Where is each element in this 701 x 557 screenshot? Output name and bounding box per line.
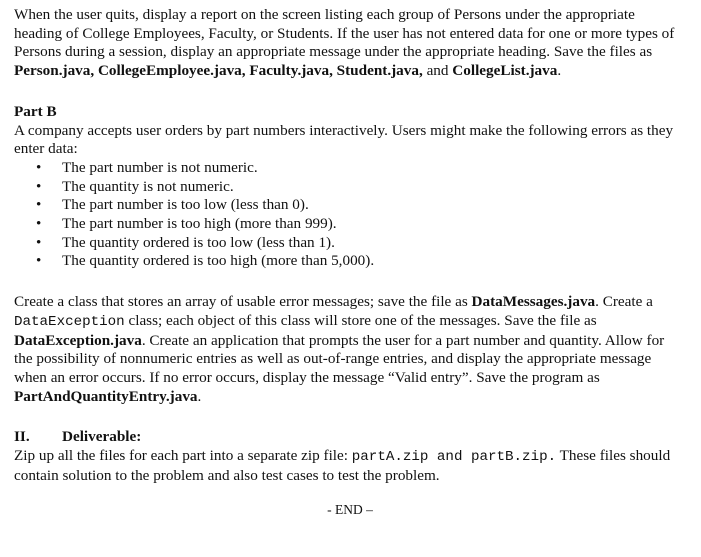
- intro-last-file: CollegeList.java: [452, 62, 558, 80]
- section-number: II.: [14, 428, 30, 446]
- bullet-icon: •: [36, 177, 42, 195]
- create-text: Create a class that stores an array of usable error messages; save the file as: [14, 293, 472, 311]
- file-datamessages: DataMessages.java: [471, 293, 596, 311]
- create-text: . Create an application that prompts the user for a part number and quantity. Allow for the possibility of nonnumeric entries as well as out-of-range entries, and display the appropriate message when an error occurs. If no error occurs, display the message “Valid entry”. Save the program as: [14, 331, 665, 386]
- list-item-text: The quantity ordered is too high (more than 5,000).: [62, 252, 375, 270]
- part-b-intro: A company accepts user orders by part numbers interactively. Users might make the following errors as they enter data:: [14, 121, 674, 158]
- list-item-text: The part number is too high (more than 999).: [62, 215, 337, 233]
- spacer: [14, 81, 686, 103]
- deliverable-text: Zip up all the files for each part into a separate zip file:: [14, 447, 352, 465]
- bullet-icon: •: [36, 252, 42, 270]
- list-item-text: The quantity ordered is too low (less than 1).: [62, 233, 335, 251]
- bullet-icon: •: [36, 158, 42, 176]
- intro-and: and: [422, 62, 453, 80]
- file-dataexception: DataException.java: [14, 331, 142, 349]
- spacer: [14, 271, 686, 293]
- create-paragraph: [14, 293, 686, 406]
- list-item: [14, 252, 686, 271]
- spacer: [14, 406, 686, 428]
- list-item: [14, 234, 686, 253]
- file-partandquantityentry: PartAndQuantityEntry.java: [14, 387, 198, 405]
- code-dataexception: DataException: [14, 313, 125, 330]
- bullet-icon: •: [36, 215, 42, 233]
- deliverable-heading: [14, 428, 686, 447]
- deliverable-paragraph: [14, 447, 686, 485]
- error-list: [14, 159, 686, 271]
- list-item-text: The part number is too low (less than 0).: [62, 196, 309, 214]
- list-item: [14, 196, 686, 215]
- create-text: . Create a: [595, 293, 653, 311]
- bullet-icon: •: [36, 233, 42, 251]
- intro-file-list: Person.java, CollegeEmployee.java, Faculty.java, Student.java,: [14, 62, 423, 80]
- list-item-text: The quantity is not numeric.: [62, 177, 234, 195]
- list-item-text: The part number is not numeric.: [62, 158, 258, 176]
- create-text: .: [197, 387, 202, 405]
- intro-paragraph: [14, 6, 686, 81]
- document-page: [14, 6, 686, 520]
- intro-end: .: [557, 62, 562, 80]
- code-zip-files: partA.zip and partB.zip.: [351, 449, 557, 466]
- deliverable-text: These files should contain solution to the problem and also test cases to test the problem.: [14, 447, 671, 484]
- list-item: [14, 215, 686, 234]
- part-b-heading: Part B: [14, 102, 57, 120]
- list-item: [14, 178, 686, 197]
- section-title: Deliverable:: [62, 428, 142, 446]
- end-marker: - END –: [327, 502, 373, 518]
- intro-text: When the user quits, display a report on the screen listing each group of Persons under the appropriate heading of College Employees, Faculty, or Students. If the user has not entered data for one or more types of Persons during a session, display an appropriate message under the appropriate heading. Save the files as: [14, 6, 675, 61]
- list-item: [14, 159, 686, 178]
- bullet-icon: •: [36, 196, 42, 214]
- create-text: class; each object of this class will store one of the messages. Save the file as: [124, 311, 597, 329]
